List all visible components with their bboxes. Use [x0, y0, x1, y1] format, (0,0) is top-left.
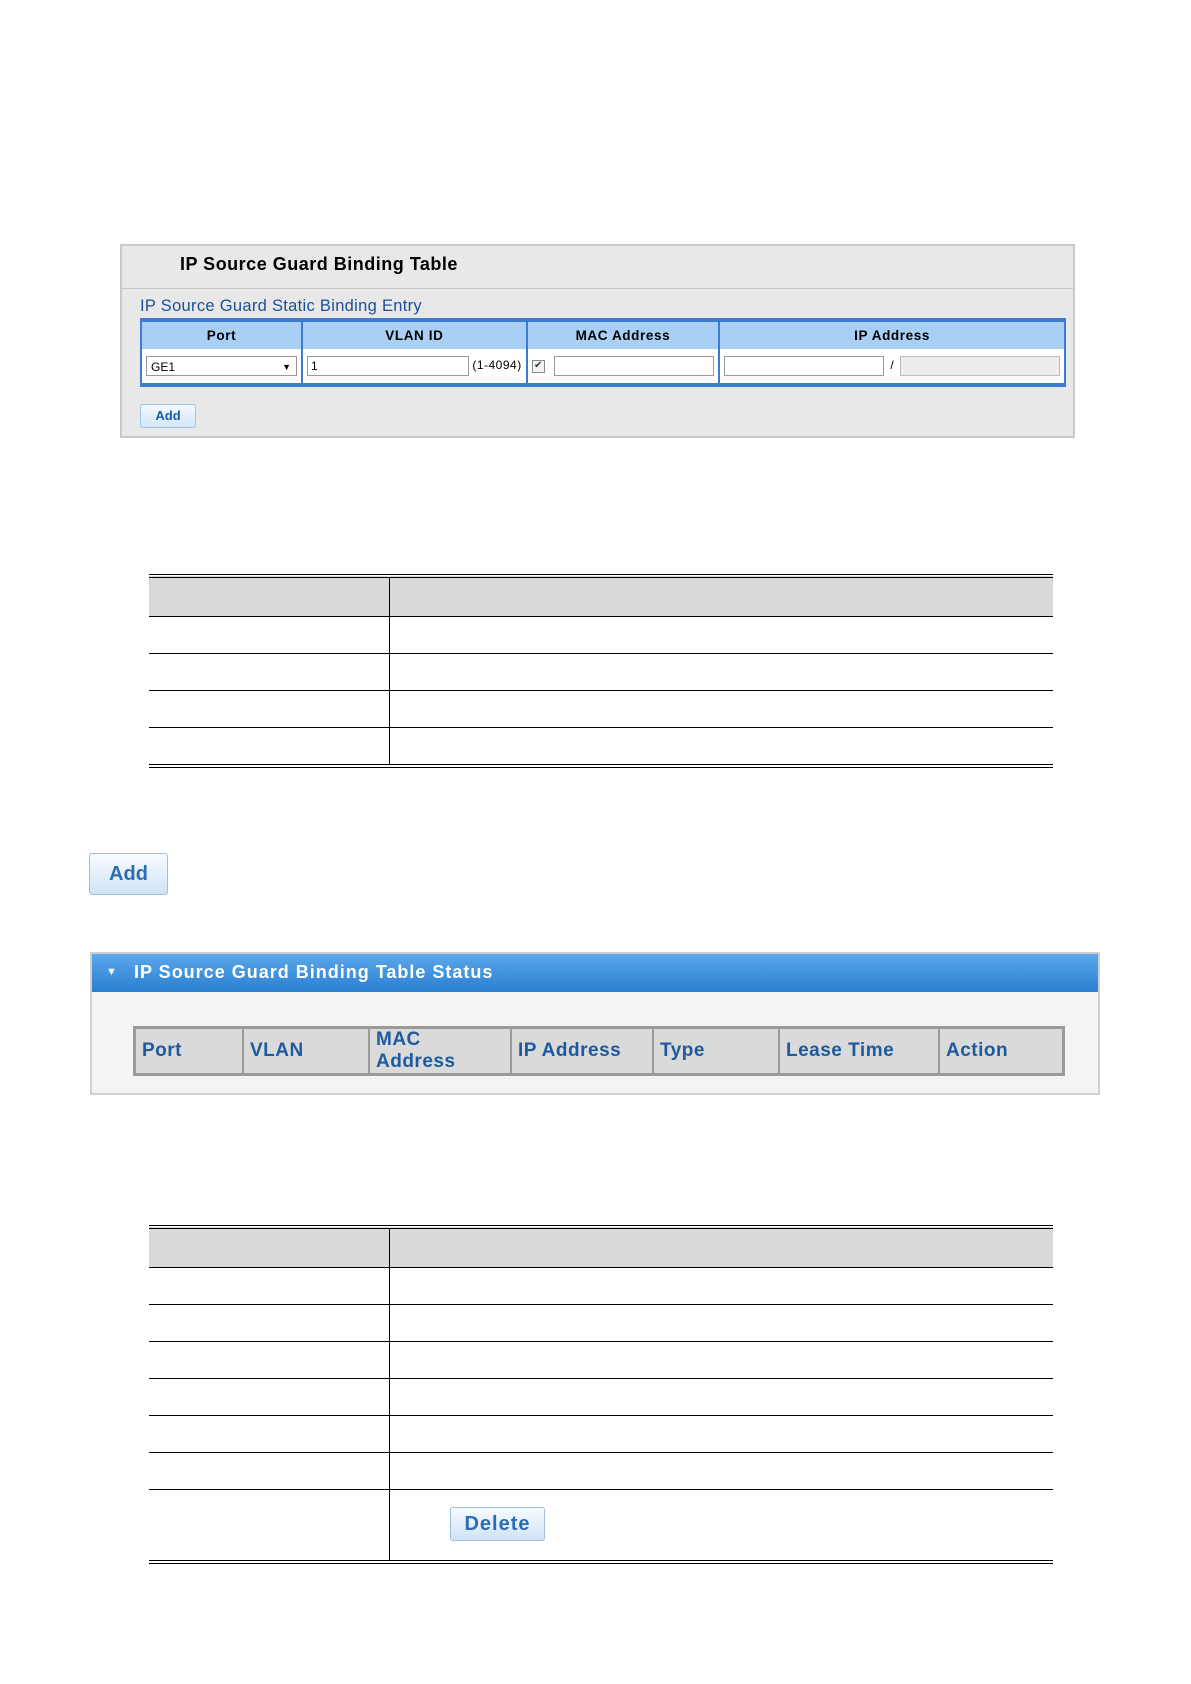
table-row	[149, 1268, 1053, 1305]
table-row	[149, 1490, 1053, 1563]
mac-address-input[interactable]	[554, 356, 714, 376]
col-action: Action	[939, 1028, 1064, 1075]
table-row	[149, 1342, 1053, 1379]
table-row	[149, 1227, 1053, 1268]
col-ip-address: IP Address	[719, 320, 1065, 349]
vlan-cell	[302, 349, 527, 385]
col-vlan-id: VLAN ID	[302, 320, 527, 349]
col-port: Port	[135, 1028, 244, 1075]
mac-cell	[527, 349, 719, 385]
col-ip-address: IP Address	[511, 1028, 653, 1075]
table-row	[149, 1305, 1053, 1342]
port-select-value: GE1	[151, 360, 176, 374]
col-lease-time: Lease Time	[779, 1028, 939, 1075]
panel-header[interactable]	[92, 954, 1098, 992]
col-vlan: VLAN	[243, 1028, 369, 1075]
panel-title: IP Source Guard Binding Table	[180, 254, 458, 274]
ip-mask-separator: /	[890, 358, 894, 373]
table-row	[149, 728, 1053, 767]
vlan-range-hint: (1-4094)	[472, 358, 522, 373]
col-mac-address: MAC Address	[369, 1028, 511, 1075]
panel-title: IP Source Guard Binding Table Status	[134, 962, 494, 982]
table-row	[149, 1379, 1053, 1416]
static-binding-entry-table	[140, 318, 1066, 387]
vlan-id-input[interactable]: 1	[307, 356, 469, 376]
add-button[interactable]: Add	[89, 853, 168, 895]
col-type: Type	[653, 1028, 779, 1075]
table-row	[149, 1453, 1053, 1490]
collapse-triangle-icon[interactable]: ▼	[106, 966, 117, 978]
port-cell	[141, 349, 302, 385]
divider	[122, 288, 1073, 289]
mac-checkbox[interactable]: ✔	[532, 360, 545, 373]
binding-status-panel	[90, 952, 1100, 1095]
port-select[interactable]	[146, 356, 297, 376]
table-row	[149, 617, 1053, 654]
description-table-2	[149, 1225, 1053, 1564]
binding-status-table	[133, 1026, 1065, 1076]
panel-subtitle: IP Source Guard Static Binding Entry	[140, 297, 422, 315]
table-row	[149, 1416, 1053, 1453]
ip-mask-input[interactable]	[900, 356, 1060, 376]
table-row	[149, 691, 1053, 728]
col-port: Port	[141, 320, 302, 349]
ip-address-input[interactable]	[724, 356, 884, 376]
binding-table-panel	[120, 244, 1075, 438]
delete-button[interactable]: Delete	[450, 1507, 545, 1541]
table-row	[149, 654, 1053, 691]
dropdown-arrow-icon: ▼	[282, 362, 291, 372]
description-table-1	[149, 574, 1053, 768]
col-mac-address: MAC Address	[527, 320, 719, 349]
table-row	[149, 576, 1053, 617]
ip-cell	[719, 349, 1065, 385]
add-entry-button[interactable]: Add	[140, 404, 196, 428]
